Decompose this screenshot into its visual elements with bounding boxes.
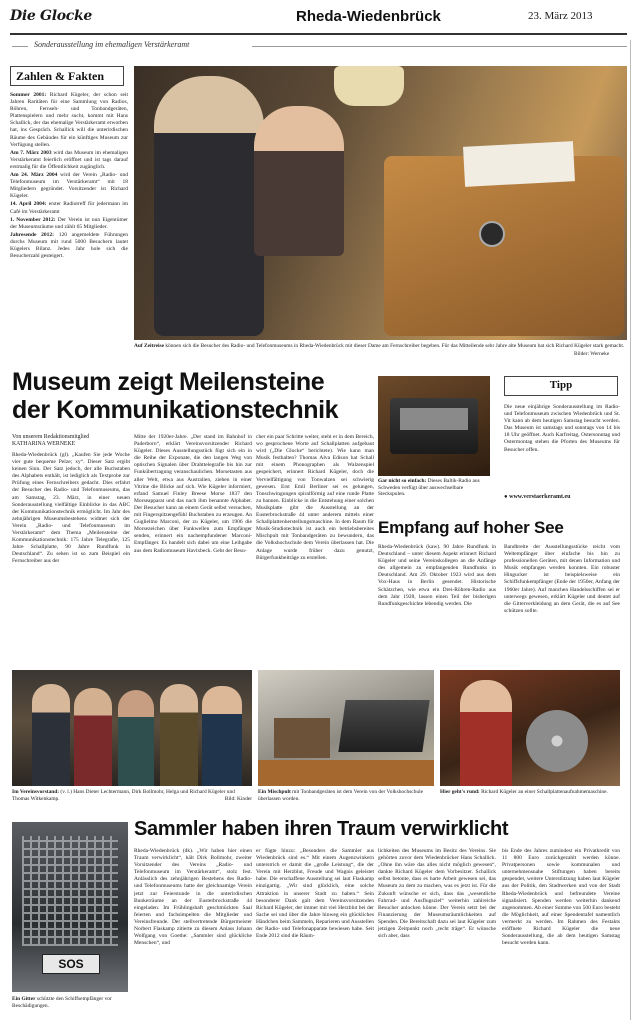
fact-text: wird der Verein „Radio- und Telefonmuseum im Verstärkeramt“ mit 18 Mitgliedern gegründet. Vorsitzender ist Richard Kügeler. (10, 172, 128, 200)
mixing-caption-text: mit Tonbandgeräten ist dem Verein von der Volkshochschule überlassen worden. (258, 789, 423, 802)
record-caption-text: Richard Kügeler an einer Schallplattenaufnahmemaschine. (479, 789, 608, 795)
top-photo-credit: Bilder: Werneke (574, 351, 610, 357)
tipp-title: Tipp (549, 379, 573, 391)
baltik-radio-photo (378, 376, 490, 476)
ship-caption-bold: Ein Gitter (12, 996, 36, 1002)
top-photo-caption-bold: Auf Zeitreise (134, 343, 164, 349)
fact-text: erster Radiotreff für jedermann im Café im Verstärkeramt (10, 201, 128, 215)
facts-title: Zahlen & Fakten (16, 69, 105, 83)
teleprinter-photo (134, 66, 627, 340)
byline (12, 434, 130, 447)
mixing-desk (338, 700, 429, 752)
teleprinter-dial (479, 221, 505, 247)
byline-line1: Von unserem Redaktionsmitglied (12, 434, 90, 440)
board-members-photo (12, 670, 252, 786)
facts-list (10, 92, 128, 362)
mixing-photo-caption (258, 789, 434, 802)
fact-entry (10, 92, 128, 149)
collector-headline: Sammler haben ihren Traum verwirklicht (134, 818, 509, 840)
tape-recorder (274, 718, 330, 758)
byline-author: KATHARINA WERNEKE (12, 440, 76, 447)
fact-text: Der Verein ist nun Eigentümer der Museumsräume und zählt 65 Mitglieder. (10, 216, 128, 230)
ship-receiver-photo (12, 822, 128, 992)
fact-text: Richard Kügeler, der schon seit Jahren Raritäten für eine Sammlung von Radios, Röhren, Fernseh- und Tonbandgeräten, Plattenspielern und mehr sucht, kommt mit Hans Schallick, der das ehemalige Verstärkeramt erworben hat, ins Gespräch. Schallick will die unterirdischen Räume des Gebäudes für ein künftiges Museum zur Verfügung stellen. (10, 92, 128, 148)
kicker-rule-right (252, 46, 627, 47)
desk-table (258, 760, 434, 786)
person-3 (118, 690, 154, 786)
ship-photo-caption (12, 996, 128, 1009)
receiver-grid (22, 836, 118, 946)
main-headline-line2: der Kommunikationstechnik (12, 396, 339, 424)
top-photo-caption (134, 343, 627, 350)
board-caption-credit: Bild: Kinder (224, 795, 252, 802)
collector-col1: Rheda-Wiedenbrück (dk). „Wir haben hier einen Traum verwirklicht“, hält Dirk Bollmohr, zweiter Vorsitzender des Vereins „Radio- und Telefonmuseum im Verstärkeramt“, stolz fest. Anlässlich des zehnjährigen Bestehens des Radio- und Telefonmuseums hatte der gleichnamige Verein jetzt zur Feierstunde in die unterirdischen Bunkerräume an der Eusterbrockstraße 44 eingeladen. Im Frühlingshaft geschmückten Saal feierten und fachsimpelten die Mitglieder und Vereinsfreunde. Der stellvertretende Bürgermeister Norbert Flaskamp zitierte zu diesem Anlass Johann Wolfgang von Goethe: „Sammler sind glückliche Menschen“, und (134, 848, 252, 947)
collector-col3: lichkeiten des Museums im Besitz des Vereins. Sie gehörten zuvor dem Wiedenbrücker Hans Schallick. „Ohne ihn wäre das alles nicht möglich gewesen“, dankte Richard Kügeler dem Vorbesitzer. Schallick selbst betonte, dass es harte Arbeit gewesen sei, das Museum zu dem zu machen, was es jetzt ist. Für die Zukunft wünsche er sich, dass das „wesentliche Fahrrad- und Ausflugsziel“ weiterhin zahlreiche Besucher anlocken könne. Der Verein setzt bei der Finanzierung der Museumsräumlichkeiten auf Spenden. Die Bereitschaft dazu sei laut Kügeler zum jetzigen Zeitpunkt noch „recht träge“. Er wünsche sich aber, dass (378, 848, 496, 940)
mixing-desk-photo (258, 670, 434, 786)
board-caption-text: (v. l.) Hans Dieter Lechtermann, Dirk Bollmohr, Helga und Richard Kügeler und Thomas Witkenkamp. (12, 789, 235, 802)
tipp-text: Die neue einjährige Sonderausstellung im Radio- und Telefonmuseum zwischen Wiedenbrück und St. Vit kann ab dem heutigen Samstag besucht werden. Das Museum ist samstags und sonntags von 14 bis 18 Uhr geöffnet. Auch Karfreitag, Ostersonntag und Ostermontag stehen die Pforten des Museums für Besucher offen. (504, 404, 620, 453)
main-article-col1: Rheda-Wiedenbrück (gl). „Kaufen Sie jede Woche vier gute bequeme Pelze; xy“. Dieser Satz ergibt keinen Sinn. Der Satz jedoch, der alle Buchstaben des Alphabets enthält, ist lediglich als Textprobe zur Prüfung eines Fernschreibers gedacht. Dies erfahrt der Besucher des Radio- und Telefonmuseums, das am Samstag, 23. März, in einer neuen Sonderausstellung vielfältige Einblicke in das ABC der Kommunikationstechnik ermöglicht. Im Jahr des zehnjährigen Museumsbestehens widmet sich der Verein „Radio- und Telefonmuseum im Verstärkeramt“ dem Thema „Meilensteine der Kommunikationstechnik: 175 Jahre Telegrafie, 125 Jahre Schallplatte, 90 Jahre Rundfunk in Deutschland“. Zu sehen ist so zum Beispiel ein Fernschreiber aus der (12, 452, 130, 565)
kicker-text: Sonderausstellung im ehemaligen Verstärkeramt (34, 40, 190, 49)
collector-col4: bis Ende des Jahres zumindest ein Privatkredit von 11 800 Euro zurückgezahlt werden könne. Privatpersonen sowie kommunalen und unternehmensnahe Stiftungen haben bereits gespendet, weitere Unterstützung haben laut Kügeler aus der Politik, den Stadtwerken und von der Stadt Rheda-Wiedenbrück und befreundete Vereine signalisiert. Spenden werden weiterhin dankend angenommen. Ab einer Summe von 500 Euro besteht die Möglichkeit, auf einer Spendentafel namentlich vermerkt zu werden. Im Rahmen des Festakts eröffnete Richard Kügeler die neue Sonderausstellung, die ab dem heutigen Samstag besucht werden kann. (502, 848, 620, 947)
facts-title-box (10, 66, 124, 86)
see-article-col2: Bandbreite der Ausstellungsstücke reicht vom Weltempfänger über einfache bis hin zu professionellen Geräten, mit denen Information und Musik empfangen werden konnten. Ein robuster Hingucker ist beispielsweise ein Schiffsfunkempfänger (Ende der 1950er, Anfang der 1960er Jahre). Auf manchen Handelsschiffen sei er unterwegs gewesen, erklärt Kügeler und deutet auf die Gitterverkleidung an dem Gerät, die es auf See schützen sollte. (504, 544, 620, 614)
tipp-url[interactable] (504, 494, 620, 501)
fact-entry (10, 201, 128, 215)
see-article-col1: Rheda-Wiedenbrück (kaw). 90 Jahre Rundfunk in Deutschland – unter diesem Aspekt erinnert Richard Kügeler und seine Vereinskollegen an die Anfänge des allgemein zu empfangenden Rundfunks in Deutschland. Am 29. Oktober 1923 wird aus dem Vox-Haus in Berlin gesendet. Historische Schätzchen, wie etwa ein Drei-Röhren-Radio aus dem Jahr 1928, lassen einen Teil der bisherigen Rundfunkgeschichte lebendig werden. Die (378, 544, 496, 607)
fact-entry (10, 217, 128, 231)
record-photo-caption (440, 789, 620, 796)
radio-photo-caption (378, 478, 490, 498)
board-caption-bold: Im Vereinsvorstand: (12, 789, 60, 795)
main-headline-line1: Museum zeigt Meilensteine (12, 368, 325, 396)
paper-sheet (463, 141, 575, 187)
fact-date: Am 7. März 2003 (10, 149, 52, 156)
man-figure (254, 106, 344, 256)
record-disc (526, 710, 588, 772)
mixing-caption-bold: Ein Mischpult (258, 789, 291, 795)
fact-date: Am 24. März 2004 (10, 172, 58, 179)
fact-entry (10, 232, 128, 260)
kicker-rule-left (12, 46, 28, 47)
right-border (630, 40, 631, 1020)
record-caption-bold: Hier geht's rund: (440, 789, 480, 795)
fact-text: wird das Museum im ehemaligen Verstärkeramt feierlich eröffnet und ist tags darauf erstmalig für die Öffentlichkeit zugänglich. (10, 149, 128, 170)
masthead (0, 0, 637, 40)
fact-date: 14. April 2004: (10, 201, 47, 208)
collector-col2: er fügte hinzu: „Besonders die Sammler aus Wiedenbrück sind es.“ Mit einem Augenzwinkern unterstrich er damit die „große Leistung“, die der Verein mit Herzblut, Freude und Wagnis geleistet habe. Die erschaffene Ausstellung sei laut Flaskamp einzigartig. „Wir sind glücklich, eine solche Attraktion in unserer Stadt zu haben.“ Sein besonderer Dank galt dem Vereinsvorsitzenden Richard Kügeler, der immer mit viel Herzblut bei der Sache sei und über die Jahre hinweg ein glückliches Händchen beim Sammeln, Reparieren und Ausstellen der Radio- und Telefonapparate bewiesen habe. Seit Ende 2012 sind die Räum- (256, 848, 374, 940)
kicker-line (12, 40, 627, 54)
person-1 (32, 684, 70, 786)
fact-entry (10, 172, 128, 200)
fact-entry (10, 150, 128, 171)
mannequin-figure (154, 76, 264, 336)
see-headline: Empfang auf hoher See (378, 518, 564, 537)
section-title: Rheda-Wiedenbrück (296, 8, 441, 25)
fact-date: Sommer 2001: (10, 92, 47, 98)
person-2 (74, 688, 112, 786)
main-article-col3: cher ein paar Schritte weiter, steht er in dem Bereich, wo gesprochene Worte auf Schallplatten aufgebaut wird („Die Glocke“ berichtete). Wie kann man Musik festhalten? Thomas Alva Edison hat Schall mit einem Phonographen als Walzenspiel gespeichert, erinnert Richard Kügeler, doch die Vervielfältigung von Tonwalzen sei schwierig gewesen. Erst Emil Berliner sei es gelungen, Tonschwingungen spiralförmig auf eine runde Platte zu bannen. Einblicke in die Entstehung einer solchen Musikplatte gibt die Ausstellung an der Eusterbrockstraße 44 unter anderem mittels einer Schallplattenherstellungsmaschine. In dem Raum für Musik-Studiotechnik ist auch ein betriebsbereites Mischpult mit Tonbandgeräten zu bewundern, das die Volkshochschule dem Verein überlassen hat. Die Anlage wurde früher dazu genutzt, Bürgerfunkbeiträge zu erstellen. (256, 434, 374, 561)
web-icon: ● (504, 494, 508, 500)
top-photo-caption-text: können sich die Besucher des Radio- und Telefonmuseums in Rheda-Wiedenbrück mit dieser Dame am Fernschreiber begeben. Für das Mitteilende sehr Jahre alte Museum hat sich Richard Kügeler stark gemacht. (164, 343, 625, 349)
masthead-rule (10, 33, 627, 35)
radio-panel (400, 408, 468, 430)
facts-box (10, 66, 128, 362)
sos-plate: SOS (42, 954, 100, 974)
fact-date: Jahresende 2012: (10, 231, 55, 238)
ship-caption-text: schützte den Schiffsempfänger vor Beschädigungen. (12, 996, 112, 1009)
tipp-title-box (504, 376, 618, 396)
main-article-col2: Mitte der 1920er-Jahre. „Der stand im Bahnhof in Paderborn“, erklärt Vereinsvorsitzender Richard Kügeler. Dieses Ausstellungsstück fügt sich ein in die Reihe der Exponate, die den langen Weg von optischen Signalen über Drahttelegrafie bis hin zur Funkübertragung veranschaulichen. Morsetasten aus aller Welt, etwa aus Australien, ziehen in einer Vitrine die Blicke auf sich. Wie Kügeler informiert, erfand Samuel Finley Breese Morse 1837 den Morseapparat und das nach ihm benannte Alphabet. Der Besucher kann an einem Gerät selbst versuchen, mit Fingerspitzengefühl Buchstaben zu erzeugen. An Guglielmo Marconi, der zu Kügeler, um 1906 die Morsezeichen über Funkwellen zum Empfänger senden, erinnert ein nachempfundener Marconi-Empfänger. Es handelt sich dabei um eine Leihgabe aus dem Radiomuseum Havixbeck. Geht der Besu- (134, 434, 252, 554)
newspaper-logo: Die Glocke (10, 8, 92, 24)
lamp-shade (334, 66, 404, 106)
radio-caption-bold: Gar nicht so einfach: (378, 478, 427, 484)
issue-date: 23. März 2013 (528, 10, 593, 22)
radio-caption-text: Dieses Baltik-Radio aus Schweden verfügt über auswechselbare Steckspulen. (378, 478, 480, 498)
record-machine-photo (440, 670, 620, 786)
tipp-url-text[interactable]: www.verstaerkeramt.eu (509, 494, 571, 500)
person-5 (202, 686, 242, 786)
man-portrait (460, 680, 512, 786)
fact-text: 120 angemeldete Führungen durchs Museum mit rund 5000 Besuchern lautet Kügelers Bilanz. Jedes Jahr hole sich die Besucherzahl gesteigert. (10, 231, 128, 260)
board-photo-caption (12, 789, 252, 802)
fact-date: 1. November 2012: (10, 216, 56, 223)
person-4 (160, 684, 198, 786)
